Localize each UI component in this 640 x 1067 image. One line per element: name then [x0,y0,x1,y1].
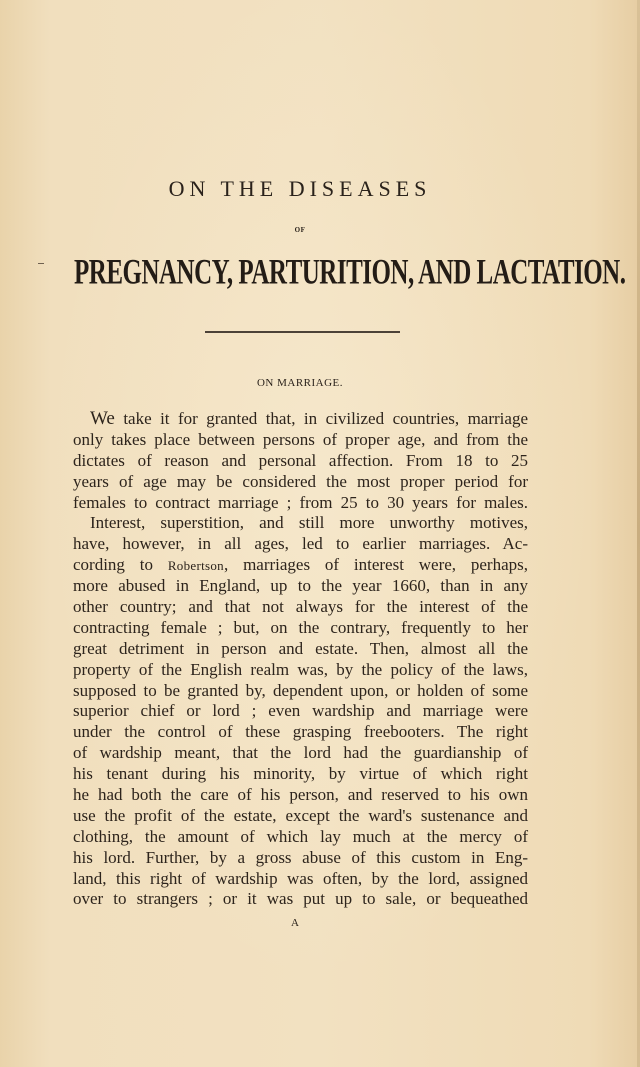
text-line: more abused in England, up to the year 1660, than in any [73,576,528,596]
text-line: of wardship meant, that the lord had the guardianship of [73,743,528,763]
text-line: property of the English realm was, by the policy of the laws, [73,659,528,679]
text-line: females to contract marriage ; from 25 to 30 years for males. [73,492,528,512]
text-line: he had both the care of his person, and reserved to his own [73,785,528,805]
text-line: under the control of these grasping freebooters. The right [73,722,528,742]
text-line: have, however, in all ages, led to earlier marriages. Ac- [73,534,528,554]
text-line [73,555,528,576]
text-line: superior chief or lord ; even wardship and marriage were [73,701,528,721]
heading-title: PREGNANCY, PARTURITION, AND LACTATION. [74,253,626,293]
divider-rule [205,331,400,333]
text-line: his lord. Further, by a gross abuse of this custom in Eng- [73,847,528,867]
author-name: Robertson [167,558,224,574]
text-line: other country; and that not always for the interest of the [73,597,528,617]
text-line [73,409,528,430]
text-line: contracting female ; but, on the contrary, frequently to her [73,617,528,637]
heading-of: OF [294,226,306,234]
signature-mark: A [291,917,299,929]
text-line-part: cording to [73,555,168,575]
text-line: clothing, the amount of which lay much at the mercy of [73,826,528,846]
text-line: great detriment in person and estate. Then, almost all the [73,638,528,658]
text-line: his tenant during his minority, by virtue of which right [73,764,528,784]
text-initial: We [90,408,115,429]
margin-mark [38,263,44,264]
text-line-part: , marriages of interest were, perhaps, [223,555,529,575]
section-title: ON MARRIAGE. [256,377,344,389]
text-line: dictates of reason and personal affection. From 18 to 25 [73,450,528,470]
body-text [73,409,528,910]
text-line: Interest, superstition, and still more unworthy motives, [90,513,528,533]
text-line: supposed to be granted by, dependent upon, or holden of some [73,680,528,700]
text-line: only takes place between persons of proper age, and from the [73,429,528,449]
text-line: use the profit of the estate, except the ward's sustenance and [73,805,528,825]
text-line-part: take it for granted that, in civilized countries, marriage [114,409,528,428]
text-line: years of age may be considered the most proper period for [73,471,528,491]
heading-main: ON THE DISEASES [168,176,432,201]
text-line: land, this right of wardship was often, by the lord, assigned [73,868,528,888]
text-line: over to strangers ; or it was put up to sale, or bequeathed [73,889,528,909]
